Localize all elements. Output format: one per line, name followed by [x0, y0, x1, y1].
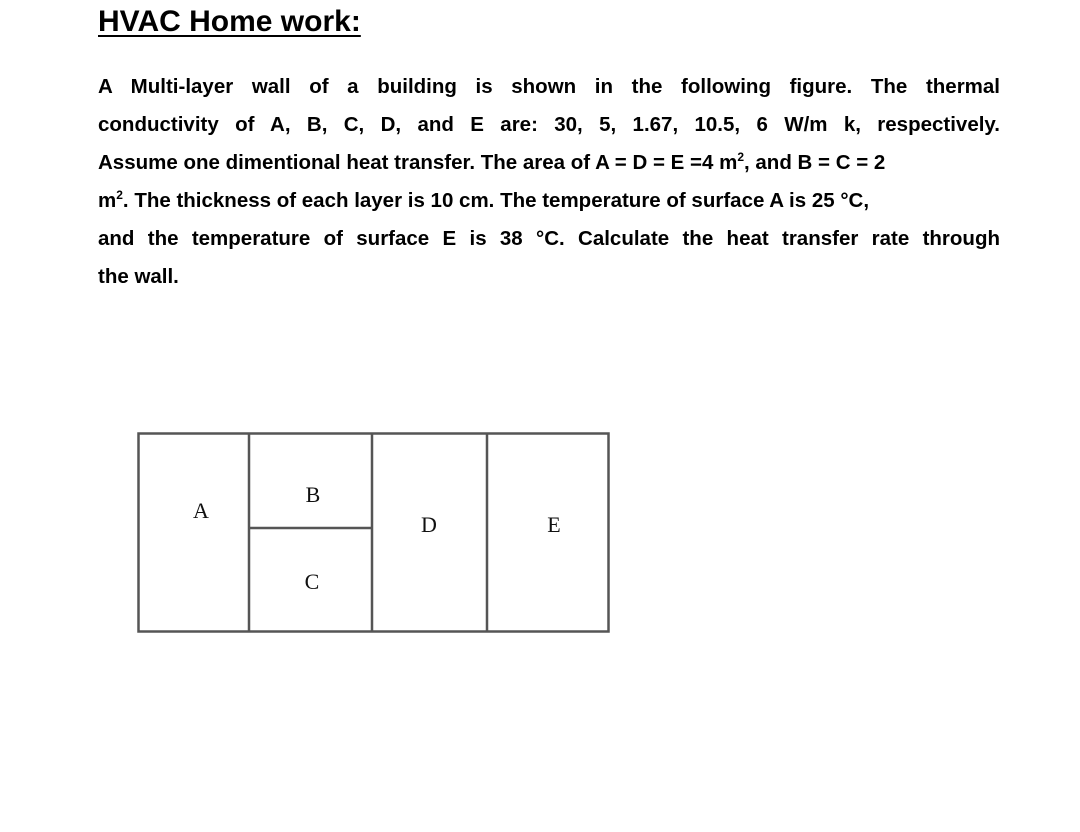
- problem-line-2: conductivity of A, B, C, D, and E are: 30, 5, 1.67, 10.5, 6 W/m k, respectively.: [98, 113, 1000, 136]
- problem-line-6: the wall.: [98, 265, 179, 288]
- layer-label-c: C: [304, 569, 320, 594]
- layer-label-b: B: [305, 482, 321, 507]
- layer-label-e: E: [547, 512, 561, 537]
- wall-diagram: [137, 432, 610, 633]
- squared-superscript: 2: [116, 188, 123, 202]
- layer-label-a: A: [193, 498, 209, 523]
- problem-line-3-text-b: , and B = C = 2: [744, 151, 886, 174]
- problem-line-5: and the temperature of surface E is 38 °C. Calculate the heat transfer rate through: [98, 227, 1000, 250]
- problem-line-3-text-a: Assume one dimentional heat transfer. The area of A = D = E =4 m: [98, 151, 738, 174]
- problem-statement: [98, 68, 1000, 296]
- wall-outline: [139, 434, 609, 632]
- page-title: HVAC Home work:: [98, 5, 361, 38]
- problem-line-1: A Multi-layer wall of a building is shown in the following figure. The thermal: [98, 75, 1000, 98]
- squared-superscript: 2: [737, 150, 744, 164]
- multilayer-wall-figure: [137, 432, 610, 633]
- problem-line-4: [98, 182, 1000, 220]
- problem-line-4-text-b: . The thickness of each layer is 10 cm. The temperature of surface A is 25 °C,: [122, 189, 870, 212]
- layer-label-d: D: [421, 512, 437, 537]
- problem-line-4-text-a: m: [98, 189, 117, 212]
- problem-line-3: [98, 144, 1000, 182]
